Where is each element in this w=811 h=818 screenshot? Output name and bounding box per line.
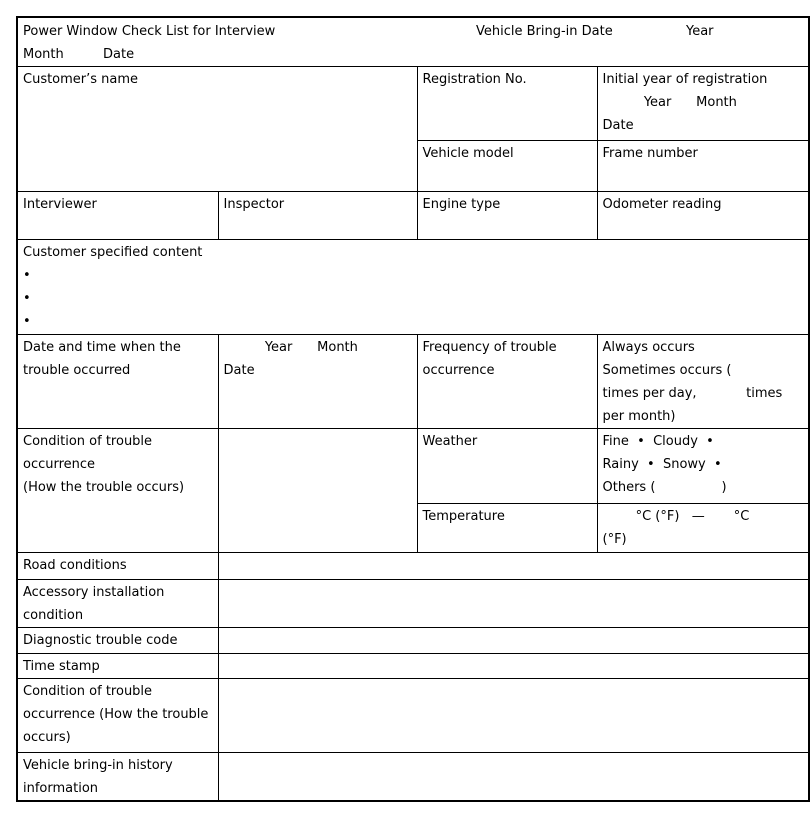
road-conditions-value-cell — [218, 552, 809, 579]
condition-detail-cell — [218, 428, 417, 552]
bullet-item: • — [23, 290, 31, 306]
trouble-datetime-year-month: Year Month — [223, 339, 358, 355]
weather-options-line: Others ( ) — [602, 479, 727, 495]
bring-in-history-label-cell: Vehicle bring-in history information — [17, 752, 218, 801]
temperature-value-cell — [597, 503, 809, 552]
bring-in-month-label: Month — [23, 47, 64, 62]
initial-registration-cell — [597, 66, 809, 140]
accessory-installation-label-cell: Accessory installation condition — [17, 579, 218, 627]
weather-options-cell — [597, 428, 809, 503]
condition-occurrence-label-cell: Condition of trouble occurrence (How the trouble occurs) — [17, 678, 218, 752]
condition-label-line: (How the trouble occurs) — [23, 479, 185, 495]
bullet-item: • — [23, 267, 31, 283]
time-stamp-label-cell: Time stamp — [17, 653, 218, 678]
bring-in-history-value-cell — [218, 752, 809, 801]
title-row-cell — [17, 17, 809, 66]
condition-label-line: Condition of trouble occurrence — [23, 433, 153, 472]
page-title: Power Window Check List for Interview — [23, 24, 276, 39]
time-stamp-value-cell — [218, 653, 809, 678]
frequency-line: Sometimes occurs ( — [602, 362, 732, 378]
customer-specified-content-label: Customer specified content — [23, 244, 203, 260]
weather-options-line: Fine • Cloudy • — [602, 433, 714, 449]
trouble-datetime-date: Date — [223, 362, 255, 378]
temperature-value-line: (°F) — [602, 531, 627, 547]
trouble-datetime-value-cell — [218, 334, 417, 428]
road-conditions-label-cell: Road conditions — [17, 552, 218, 579]
initial-registration-year-month: Year Month — [602, 94, 737, 110]
inspector-cell: Inspector — [218, 191, 417, 239]
frame-number-cell: Frame number — [597, 140, 809, 191]
accessory-installation-value-cell — [218, 579, 809, 627]
diagnostic-trouble-code-label-cell: Diagnostic trouble code — [17, 627, 218, 653]
condition-occurrence-value-cell — [218, 678, 809, 752]
customer-specified-content-cell — [17, 239, 809, 334]
power-window-checklist-table — [16, 16, 810, 802]
frequency-line: per month) — [602, 408, 676, 424]
condition-label-cell — [17, 428, 218, 552]
bring-in-year-label: Year — [686, 24, 714, 39]
registration-no-cell: Registration No. — [417, 66, 597, 140]
bring-in-day-label: Date — [103, 47, 135, 62]
vehicle-model-cell: Vehicle model — [417, 140, 597, 191]
customer-name-cell: Customer’s name — [17, 66, 417, 191]
bullet-item: • — [23, 313, 31, 329]
weather-options-line: Rainy • Snowy • — [602, 456, 722, 472]
frequency-value-cell — [597, 334, 809, 428]
trouble-datetime-label-cell: Date and time when the trouble occurred — [17, 334, 218, 428]
engine-type-cell: Engine type — [417, 191, 597, 239]
odometer-reading-cell: Odometer reading — [597, 191, 809, 239]
temperature-label-cell: Temperature — [417, 503, 597, 552]
bring-in-date-label: Vehicle Bring-in Date — [476, 24, 613, 39]
frequency-line: times per day, times — [602, 385, 783, 401]
weather-label-cell: Weather — [417, 428, 597, 503]
frequency-label-cell: Frequency of trouble occurrence — [417, 334, 597, 428]
initial-registration-date: Date — [602, 117, 634, 133]
temperature-value-line: °C (°F) — °C — [602, 508, 750, 524]
initial-registration-label: Initial year of registration — [602, 71, 768, 87]
interviewer-cell: Interviewer — [17, 191, 218, 239]
frequency-line: Always occurs — [602, 339, 695, 355]
diagnostic-trouble-code-value-cell — [218, 627, 809, 653]
